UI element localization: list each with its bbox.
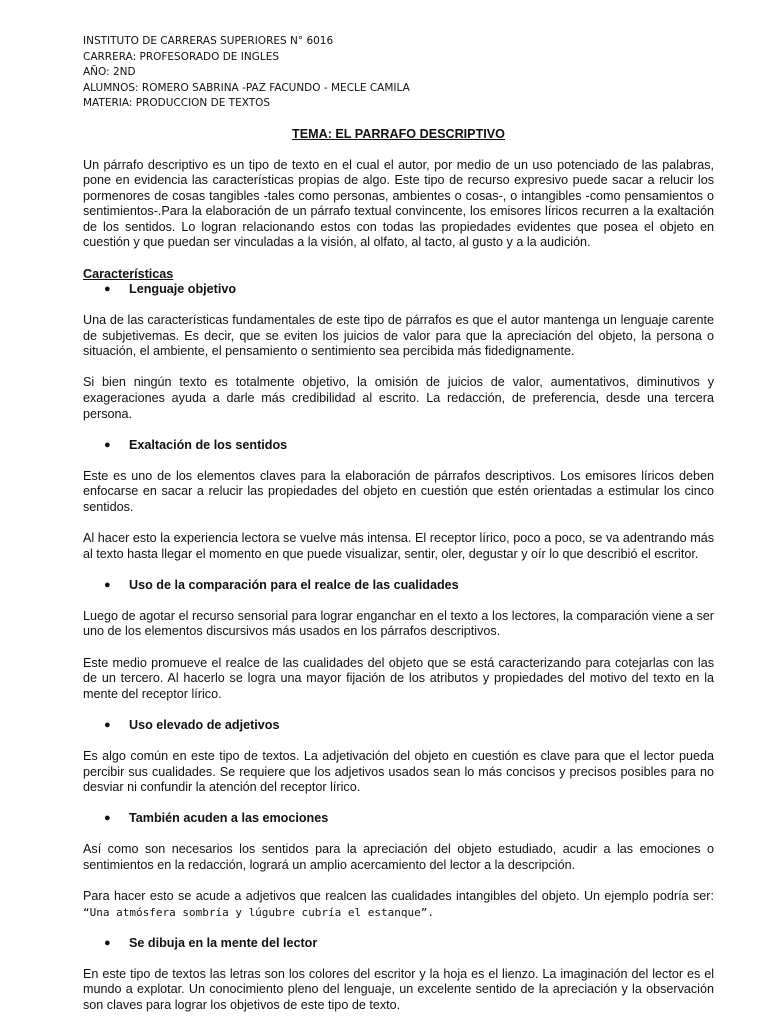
intro-paragraph: Un párrafo descriptivo es un tipo de texto en el cual el autor, por medio de un uso potenciado de las palabras, pone en evidencia las características propias de algo. Este tipo de recurso expresivo puede sacar a relucir los pormenores de cosas tangibles -tales como personas, ambientes o cosas-, o intangibles -como pensamientos o sentimientos-.Para la elaboración de un párrafo textual convincente, los emisores líricos recurren a la exaltación de los sentidos. Lo logran relacionando estos con todas las propiedades evidentes que posea el objeto en cuestión y que puedan ser vinculadas a la visión, al olfato, al tacto, al gusto y a la audición. [83,157,714,250]
body-paragraph: Si bien ningún texto es totalmente objetivo, la omisión de juicios de valor, aumentativos, diminutivos y exageraciones ayuda a darle más credibilidad al escrito. La redacción, de preferencia, desde una tercera persona. [83,375,714,421]
bullet-icon: ● [104,812,111,825]
body-paragraph: Al hacer esto la experiencia lectora se vuelve más intensa. El receptor lírico, poco a poco, se va adentrando más al texto hasta llegar el momento en que puede visualizar, sentir, oler, degustar y oír lo que describió el escritor. [83,531,714,561]
example-lead: Para hacer esto se acude a adjetivos que realcen las cualidades intangibles del objeto. Un ejemplo podría ser: [83,889,714,903]
body-paragraph: Este medio promueve el realce de las cualidades del objeto que se está caracterizando para cotejarlas con las de un tercero. Al hacerlo se logra una mayor fijación de los atributos y propiedades del motivo del texto en la mente del receptor lírico. [83,655,714,701]
body-paragraph: Luego de agotar el recurso sensorial para lograr enganchar en el texto a los lectores, la comparación viene a ser uno de los elementos discursivos más usados en los párrafos descriptivos. [83,608,714,639]
bullet-heading [83,438,714,454]
body-paragraph: Una de las características fundamentales de este tipo de párrafos es que el autor mantenga un lenguaje carente de subjetivemas. Es decir, que se eviten los juicios de valor para que la apreciación del objeto, la persona o situación, el ambiente, el pensamiento o sentimiento sea percibida más fidedignamente. [83,313,714,359]
bullet-heading [83,936,714,952]
bullet-icon: ● [104,936,111,949]
example-paragraph [83,889,714,920]
body-paragraph: Es algo común en este tipo de textos. La adjetivación del objeto en cuestión es clave para que el lector pueda percibir sus cualidades. Se requiere que los adjetivos usados sean lo más concisos y precisos posibles para no desviar ni confundir la atención del receptor lírico. [83,748,714,795]
example-quote: “Una atmósfera sombría y lúgubre cubría el estanque”. [83,905,434,919]
header-subject: MATERIA: PRODUCCION DE TEXTOS [83,97,271,109]
bullet-icon: ● [104,578,111,591]
bullet-icon: ● [104,438,111,451]
bullet-heading-text: También acuden a las emociones [129,811,329,826]
bullet-heading-text: Uso elevado de adjetivos [129,717,280,732]
bullet-heading-text: Lenguaje objetivo [129,282,237,297]
bullet-heading [83,811,714,827]
body-paragraph: Así como son necesarios los sentidos para la apreciación del objeto estudiado, acudir a las emociones o sentimientos en la redacción, logrará un amplio acercamiento del lector a la descripción. [83,842,714,872]
bullet-heading [83,578,714,594]
header-year: AÑO: 2ND [83,66,136,78]
document-title: TEMA: EL PARRAFO DESCRIPTIVO [292,126,505,141]
bullet-heading [83,282,714,298]
bullet-icon: ● [104,718,111,731]
bullet-heading [83,718,714,734]
bullet-heading-text: Exaltación de los sentidos [129,437,288,452]
header-institute: INSTITUTO DE CARRERAS SUPERIORES N° 6016 [83,35,334,47]
header-career: CARRERA: PROFESORADO DE INGLES [83,50,280,63]
body-paragraph: Este es uno de los elementos claves para la elaboración de párrafos descriptivos. Los emisores líricos deben enfocarse en sacar a relucir las propiedades del objeto en cuestión que estén orientadas a estimular los cinco sentidos. [83,468,714,514]
header-students: ALUMNOS: ROMERO SABRINA -PAZ FACUNDO - MECLE CAMILA [83,81,410,94]
bullet-icon: ● [104,283,111,296]
body-paragraph: En este tipo de textos las letras son los colores del escritor y la hoja es el lienzo. La imaginación del lector es el mundo a explotar. Un conocimiento pleno del lenguaje, un excelente sentido de la apreciación y la observación son claves para lograr los objetivos de este tipo de texto. [83,966,714,1012]
bullet-heading-text: Se dibuja en la mente del lector [129,935,318,950]
section-title: Características [83,266,174,281]
bullet-heading-text: Uso de la comparación para el realce de las cualidades [129,577,459,592]
document-header [83,34,714,112]
